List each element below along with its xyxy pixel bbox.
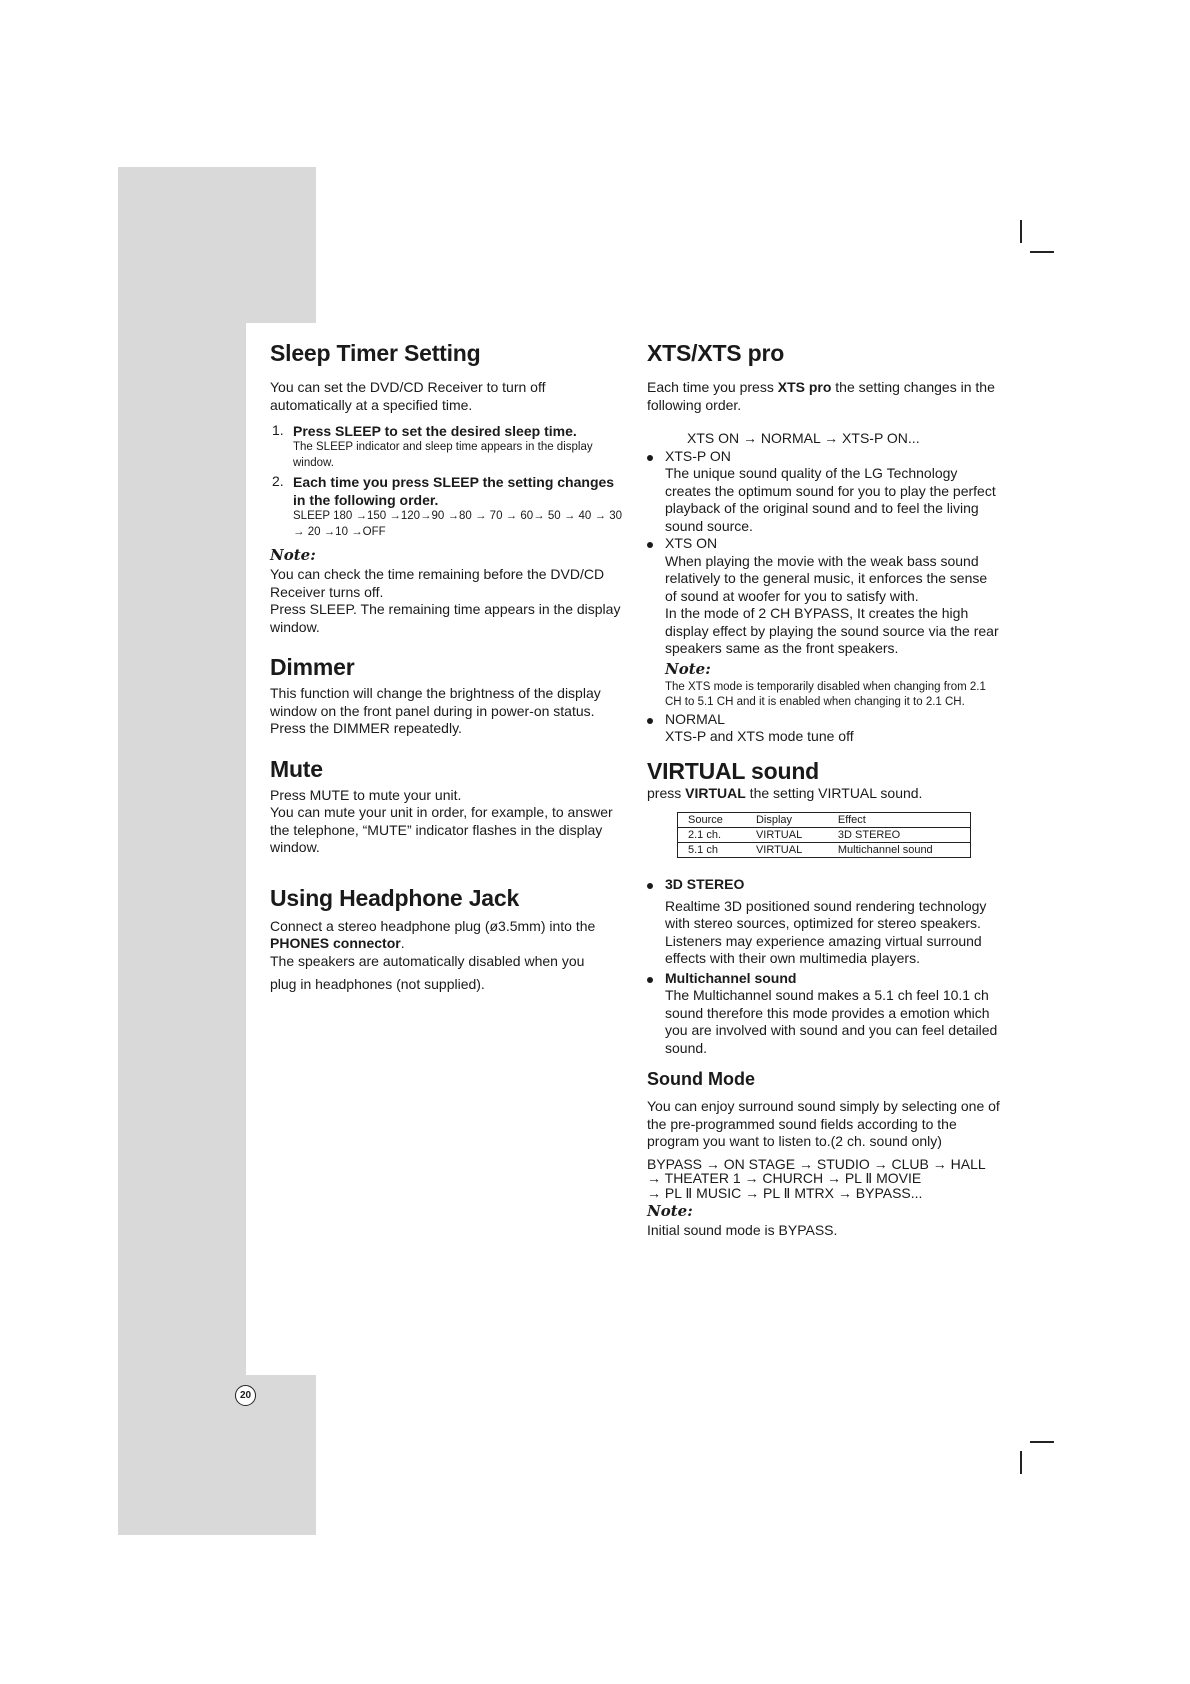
list-item — [647, 876, 1002, 968]
xts-section — [647, 340, 1002, 746]
headphone-title: Using Headphone Jack — [270, 884, 520, 911]
headphone-line-1 — [270, 918, 625, 953]
sidebar-band-middle — [118, 323, 246, 1375]
item-title: XTS ON — [665, 535, 718, 551]
step-title: Each time you press SLEEP the setting changes in the following order. — [293, 474, 615, 508]
item-title: Multichannel sound — [665, 969, 797, 986]
item-body: Realtime 3D positioned sound rendering technology with stereo sources, optimized for stereo speakers. Listeners may experience amazing virtual surround effects with their own multimedia players. — [665, 897, 987, 966]
xts-intro-text: Each time you press — [647, 379, 778, 395]
headphone-text: Connect a stereo headphone plug ( — [270, 917, 490, 934]
sidebar-band-top — [118, 167, 316, 323]
phones-connector-label: PHONES connector — [270, 935, 401, 951]
crop-mark-bottom-horizontal — [1030, 1441, 1054, 1443]
item-title: NORMAL — [665, 710, 725, 727]
table-header-row — [678, 813, 971, 828]
crop-mark-top-horizontal — [1030, 251, 1054, 253]
virtual-label: VIRTUAL — [685, 784, 746, 801]
step-body: The SLEEP indicator and sleep time appears in the display window. — [293, 441, 593, 469]
sound-mode-section — [647, 1069, 1002, 1240]
sleep-timer-intro: You can set the DVD/CD Receiver to turn off automatically at a specified time. — [270, 379, 546, 413]
sound-mode-sequence-3: → PL Ⅱ MUSIC → PL Ⅱ MTRX → BYPASS... — [647, 1184, 923, 1201]
bullet-icon — [647, 542, 653, 548]
item-body: XTS-P and XTS mode tune off — [665, 728, 854, 744]
step-number: 2. — [272, 473, 284, 489]
sleep-timer-title: Sleep Timer Setting — [270, 340, 481, 366]
headphone-section — [270, 885, 625, 994]
mute-line-2: You can mute your unit in order, for example, to answer the telephone, “MUTE” indicator flashes in the display window. — [270, 804, 613, 855]
sound-mode-sequence-1: BYPASS → ON STAGE → STUDIO → CLUB → HALL — [647, 1155, 986, 1172]
virtual-title: VIRTUAL sound — [647, 757, 820, 784]
xts-pro-label: XTS pro — [777, 379, 832, 395]
xts-title: XTS/XTS pro — [647, 340, 785, 366]
sound-mode-note-text: Initial sound mode is BYPASS. — [647, 1222, 838, 1238]
table-cell: VIRTUAL — [746, 843, 828, 858]
item-body: The Multichannel sound makes a 5.1 ch feel 10.1 ch sound therefore this mode provides a emotion which you are involved with sound and you can feel detailed sound. — [665, 987, 998, 1056]
xts-sequence: XTS ON → NORMAL → XTS-P ON... — [687, 430, 920, 446]
right-column — [647, 340, 1002, 1240]
virtual-section — [647, 758, 1002, 1058]
xts-intro — [647, 379, 1002, 414]
virtual-intro — [647, 785, 1002, 803]
table-cell: 3D STEREO — [828, 828, 971, 843]
item-body: When playing the movie with the weak bass sound relatively to the general music, it enforces the sense of sound at woofer for you to satisfy with. — [665, 552, 988, 604]
table-header-cell: Display — [746, 813, 828, 828]
virtual-effect-list — [647, 876, 1002, 1057]
note-label: Note: — [270, 546, 316, 564]
table-cell: 2.1 ch. — [678, 828, 746, 843]
step-title: Press SLEEP to set the desired sleep time. — [293, 423, 577, 439]
table-cell: Multichannel sound — [828, 843, 971, 858]
sleep-step-2 — [270, 473, 625, 540]
dimmer-title: Dimmer — [270, 654, 355, 680]
mute-section — [270, 756, 625, 857]
list-item — [647, 970, 1002, 1058]
note-label: Note: — [647, 1202, 693, 1220]
crop-mark-bottom-vertical — [1020, 1451, 1022, 1474]
dimmer-body: This function will change the brightness of the display window on the front panel during in power-on status. Press the DIMMER repeatedly. — [270, 685, 601, 736]
item-title: 3D STEREO — [665, 876, 745, 892]
headphone-text: . — [400, 935, 405, 951]
sound-mode-body: You can enjoy surround sound simply by selecting one of the pre-programmed sound fields according to the program you want to listen to.(2 ch. sound only) — [647, 1098, 1000, 1149]
sound-mode-sequence-2: → THEATER 1 → CHURCH → PL Ⅱ MOVIE — [647, 1170, 922, 1186]
xts-mode-list — [647, 448, 1002, 746]
bullet-icon — [647, 455, 653, 461]
headphone-text: ø3.5mm) into the — [489, 917, 596, 934]
list-item — [647, 448, 1002, 536]
item-body: The unique sound quality of the LG Technology creates the optimum sound for you to play the perfect playback of the original sound and to feel the living sound source. — [665, 465, 996, 534]
list-item — [647, 711, 1002, 746]
note-label: Note: — [665, 659, 711, 678]
table-header-cell: Source — [678, 813, 746, 828]
sleep-note-text: You can check the time remaining before the DVD/CD Receiver turns off. — [270, 566, 605, 600]
mute-title: Mute — [270, 755, 323, 782]
virtual-intro-text: the setting VIRTUAL sound. — [745, 784, 923, 801]
dimmer-section — [270, 654, 625, 738]
bullet-icon — [647, 977, 653, 983]
sidebar-band-bottom — [118, 1375, 316, 1535]
item-title: XTS-P ON — [665, 447, 731, 464]
table-cell: 5.1 ch — [678, 843, 746, 858]
mute-line-1: Press MUTE to mute your unit. — [270, 786, 462, 803]
xts-note-text: The XTS mode is temporarily disabled when changing from 2.1 CH to 5.1 CH and it is enabled when changing it to 2.1 CH. — [665, 680, 986, 708]
table-header-cell: Effect — [828, 813, 971, 828]
table-row — [678, 828, 971, 843]
sleep-note-text-2: Press SLEEP. The remaining time appears in the display window. — [270, 601, 621, 635]
table-row — [678, 843, 971, 858]
sleep-step-1 — [270, 422, 625, 471]
step-body: SLEEP 180 →150 →120→90 →80 → 70 → 60→ 50 → 40 → 30 → 20 →10 →OFF — [293, 510, 623, 538]
headphone-line-3: plug in headphones (not supplied). — [270, 976, 485, 992]
sound-mode-title: Sound Mode — [647, 1069, 755, 1089]
page-number-badge: 20 — [235, 1385, 256, 1406]
headphone-line-2: The speakers are automatically disabled when you — [270, 952, 585, 969]
crop-mark-top-vertical — [1020, 220, 1022, 243]
sleep-timer-section — [270, 340, 625, 636]
virtual-table — [677, 812, 971, 858]
item-body-2: In the mode of 2 CH BYPASS, It creates the high display effect by playing the sound source via the rear speakers same as the front speakers. — [665, 605, 999, 656]
left-column — [270, 340, 625, 994]
xts-intro-text: the setting changes in the following order. — [647, 379, 995, 413]
table-cell: VIRTUAL — [746, 828, 828, 843]
list-item — [647, 535, 1002, 711]
bullet-icon — [647, 718, 653, 724]
sleep-steps — [270, 422, 625, 540]
bullet-icon — [647, 883, 653, 889]
virtual-intro-text: press — [647, 784, 686, 801]
step-number: 1. — [272, 422, 284, 438]
